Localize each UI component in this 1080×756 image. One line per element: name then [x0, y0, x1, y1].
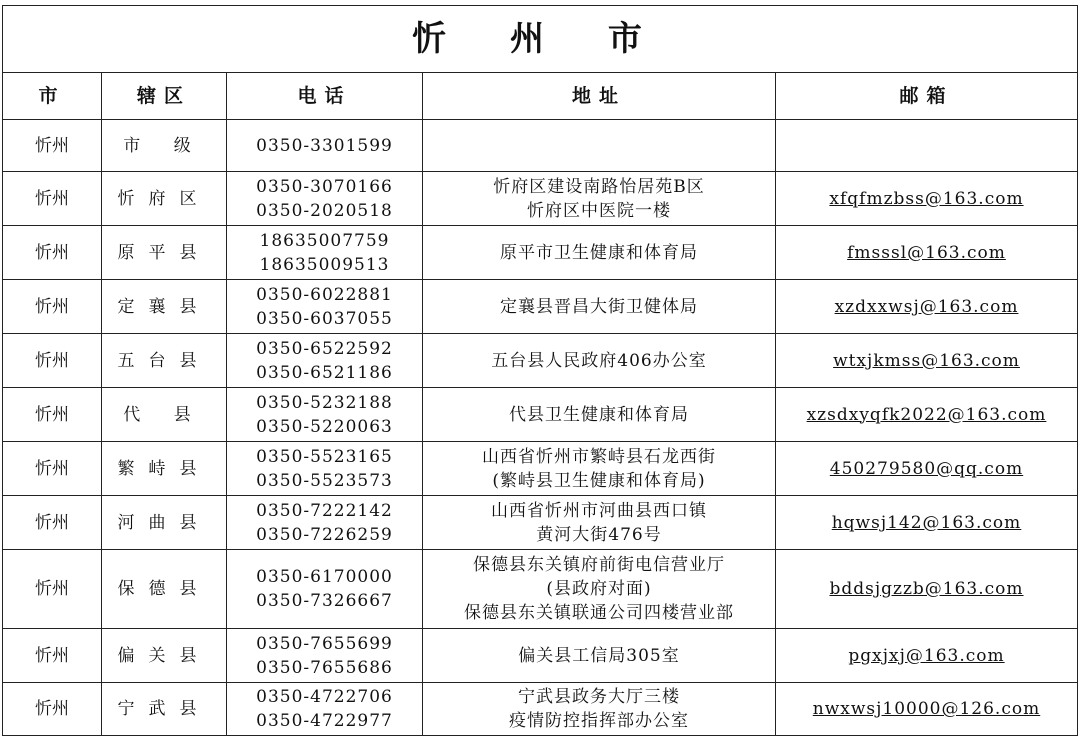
- address-cell: [423, 120, 776, 172]
- district-cell: 偏关县: [102, 629, 227, 683]
- address-line: 黄河大街476号: [536, 524, 662, 545]
- contact-table: [2, 5, 1078, 736]
- phone-number: 0350-7222142: [256, 500, 393, 521]
- email-cell: [776, 629, 1078, 683]
- email-cell: [776, 683, 1078, 736]
- email-link[interactable]: pgxjxj@163.com: [848, 645, 1005, 666]
- address-line: 保德县东关镇联通公司四楼营业部: [464, 603, 734, 623]
- table-body: [3, 120, 1078, 736]
- phone-cell: [227, 550, 423, 629]
- city-cell: 忻州: [3, 280, 102, 334]
- email-cell: [776, 226, 1078, 280]
- phone-number: 0350-5523165: [256, 446, 393, 467]
- email-cell: [776, 550, 1078, 629]
- email-link[interactable]: bddsjgzzb@163.com: [829, 579, 1024, 599]
- email-cell: [776, 280, 1078, 334]
- address-line: 原平市卫生健康和体育局: [500, 242, 698, 263]
- address-line: 偏关县工信局305室: [518, 645, 680, 666]
- phone-number: 0350-5523573: [256, 470, 393, 491]
- address-cell: [423, 496, 776, 550]
- table-row: [3, 388, 1078, 442]
- district-cell: 繁峙县: [102, 442, 227, 496]
- phone-number: 0350-7655686: [256, 657, 393, 678]
- address-line: 保德县东关镇府前街电信营业厅: [473, 555, 725, 575]
- city-cell: 忻州: [3, 334, 102, 388]
- page-title: 忻 州 市: [3, 6, 1078, 73]
- phone-number: 0350-3301599: [256, 135, 393, 156]
- phone-number: 0350-5232188: [256, 392, 393, 413]
- city-cell: 忻州: [3, 120, 102, 172]
- phone-number: 0350-7326667: [256, 591, 393, 611]
- email-link[interactable]: xfqfmzbss@163.com: [829, 188, 1024, 209]
- district-cell: 市 级: [102, 120, 227, 172]
- phone-cell: [227, 280, 423, 334]
- address-line: (繁峙县卫生健康和体育局): [492, 470, 706, 491]
- table-row: [3, 629, 1078, 683]
- address-cell: [423, 226, 776, 280]
- phone-cell: [227, 683, 423, 736]
- header-address: 地址: [423, 73, 776, 120]
- header-district: 辖区: [102, 73, 227, 120]
- address-line: 山西省忻州市河曲县西口镇: [491, 500, 707, 521]
- address-cell: [423, 280, 776, 334]
- city-cell: 忻州: [3, 683, 102, 736]
- phone-number: 0350-6521186: [256, 362, 393, 383]
- city-cell: 忻州: [3, 629, 102, 683]
- phone-number: 0350-6037055: [256, 308, 393, 329]
- table-row: [3, 226, 1078, 280]
- address-cell: [423, 442, 776, 496]
- address-line: 定襄县晋昌大街卫健体局: [500, 296, 698, 317]
- header-email: 邮箱: [776, 73, 1078, 120]
- address-cell: [423, 683, 776, 736]
- phone-cell: [227, 629, 423, 683]
- phone-number: 0350-7655699: [256, 633, 393, 654]
- city-cell: 忻州: [3, 496, 102, 550]
- phone-number: 18635007759: [259, 230, 390, 251]
- email-link[interactable]: hqwsj142@163.com: [831, 512, 1022, 533]
- address-cell: [423, 172, 776, 226]
- phone-number: 0350-7226259: [256, 524, 393, 545]
- city-cell: 忻州: [3, 226, 102, 280]
- table-row: [3, 280, 1078, 334]
- email-cell: [776, 172, 1078, 226]
- phone-cell: [227, 172, 423, 226]
- email-link[interactable]: 450279580@qq.com: [829, 458, 1024, 479]
- district-cell: 忻府区: [102, 172, 227, 226]
- phone-number: 0350-6170000: [256, 567, 393, 587]
- phone-cell: [227, 496, 423, 550]
- phone-number: 0350-5220063: [256, 416, 393, 437]
- email-cell: [776, 496, 1078, 550]
- address-cell: [423, 334, 776, 388]
- phone-number: 18635009513: [259, 254, 390, 275]
- header-phone: 电话: [227, 73, 423, 120]
- table-row: [3, 120, 1078, 172]
- phone-cell: [227, 226, 423, 280]
- address-cell: [423, 388, 776, 442]
- district-cell: 定襄县: [102, 280, 227, 334]
- phone-cell: [227, 388, 423, 442]
- address-line: 忻府区建设南路怡居苑B区: [493, 176, 705, 197]
- email-link[interactable]: nwxwsj10000@126.com: [812, 699, 1041, 719]
- phone-cell: [227, 442, 423, 496]
- table-row: [3, 550, 1078, 629]
- address-cell: [423, 629, 776, 683]
- district-cell: 河曲县: [102, 496, 227, 550]
- table-row: [3, 172, 1078, 226]
- phone-number: 0350-4722706: [256, 687, 393, 707]
- email-cell: [776, 442, 1078, 496]
- phone-number: 0350-6022881: [256, 284, 393, 305]
- header-row: [3, 73, 1078, 120]
- email-link[interactable]: xzdxxwsj@163.com: [834, 296, 1019, 317]
- email-cell: [776, 120, 1078, 172]
- phone-number: 0350-2020518: [256, 200, 393, 221]
- email-link[interactable]: xzsdxyqfk2022@163.com: [806, 404, 1047, 425]
- phone-number: 0350-6522592: [256, 338, 393, 359]
- city-cell: 忻州: [3, 442, 102, 496]
- email-cell: [776, 334, 1078, 388]
- district-cell: 宁武县: [102, 683, 227, 736]
- district-cell: 代 县: [102, 388, 227, 442]
- phone-cell: [227, 334, 423, 388]
- address-line: 宁武县政务大厅三楼: [518, 687, 680, 707]
- email-cell: [776, 388, 1078, 442]
- address-line: 代县卫生健康和体育局: [509, 404, 689, 425]
- district-cell: 保德县: [102, 550, 227, 629]
- address-cell: [423, 550, 776, 629]
- table-row: [3, 442, 1078, 496]
- table-row: [3, 683, 1078, 736]
- city-cell: 忻州: [3, 172, 102, 226]
- header-city: 市: [3, 73, 102, 120]
- address-line: (县政府对面): [546, 579, 652, 599]
- district-cell: 原平县: [102, 226, 227, 280]
- city-cell: 忻州: [3, 388, 102, 442]
- table-row: [3, 334, 1078, 388]
- address-line: 五台县人民政府406办公室: [491, 350, 707, 371]
- phone-number: 0350-3070166: [256, 176, 393, 197]
- address-line: 忻府区中医院一楼: [527, 200, 671, 221]
- address-line: 疫情防控指挥部办公室: [509, 711, 689, 731]
- city-cell: 忻州: [3, 550, 102, 629]
- district-cell: 五台县: [102, 334, 227, 388]
- phone-number: 0350-4722977: [256, 711, 393, 731]
- table-row: [3, 496, 1078, 550]
- email-link[interactable]: fmsssl@163.com: [847, 242, 1006, 263]
- phone-cell: [227, 120, 423, 172]
- email-link[interactable]: wtxjkmss@163.com: [833, 350, 1020, 371]
- address-line: 山西省忻州市繁峙县石龙西街: [482, 446, 716, 467]
